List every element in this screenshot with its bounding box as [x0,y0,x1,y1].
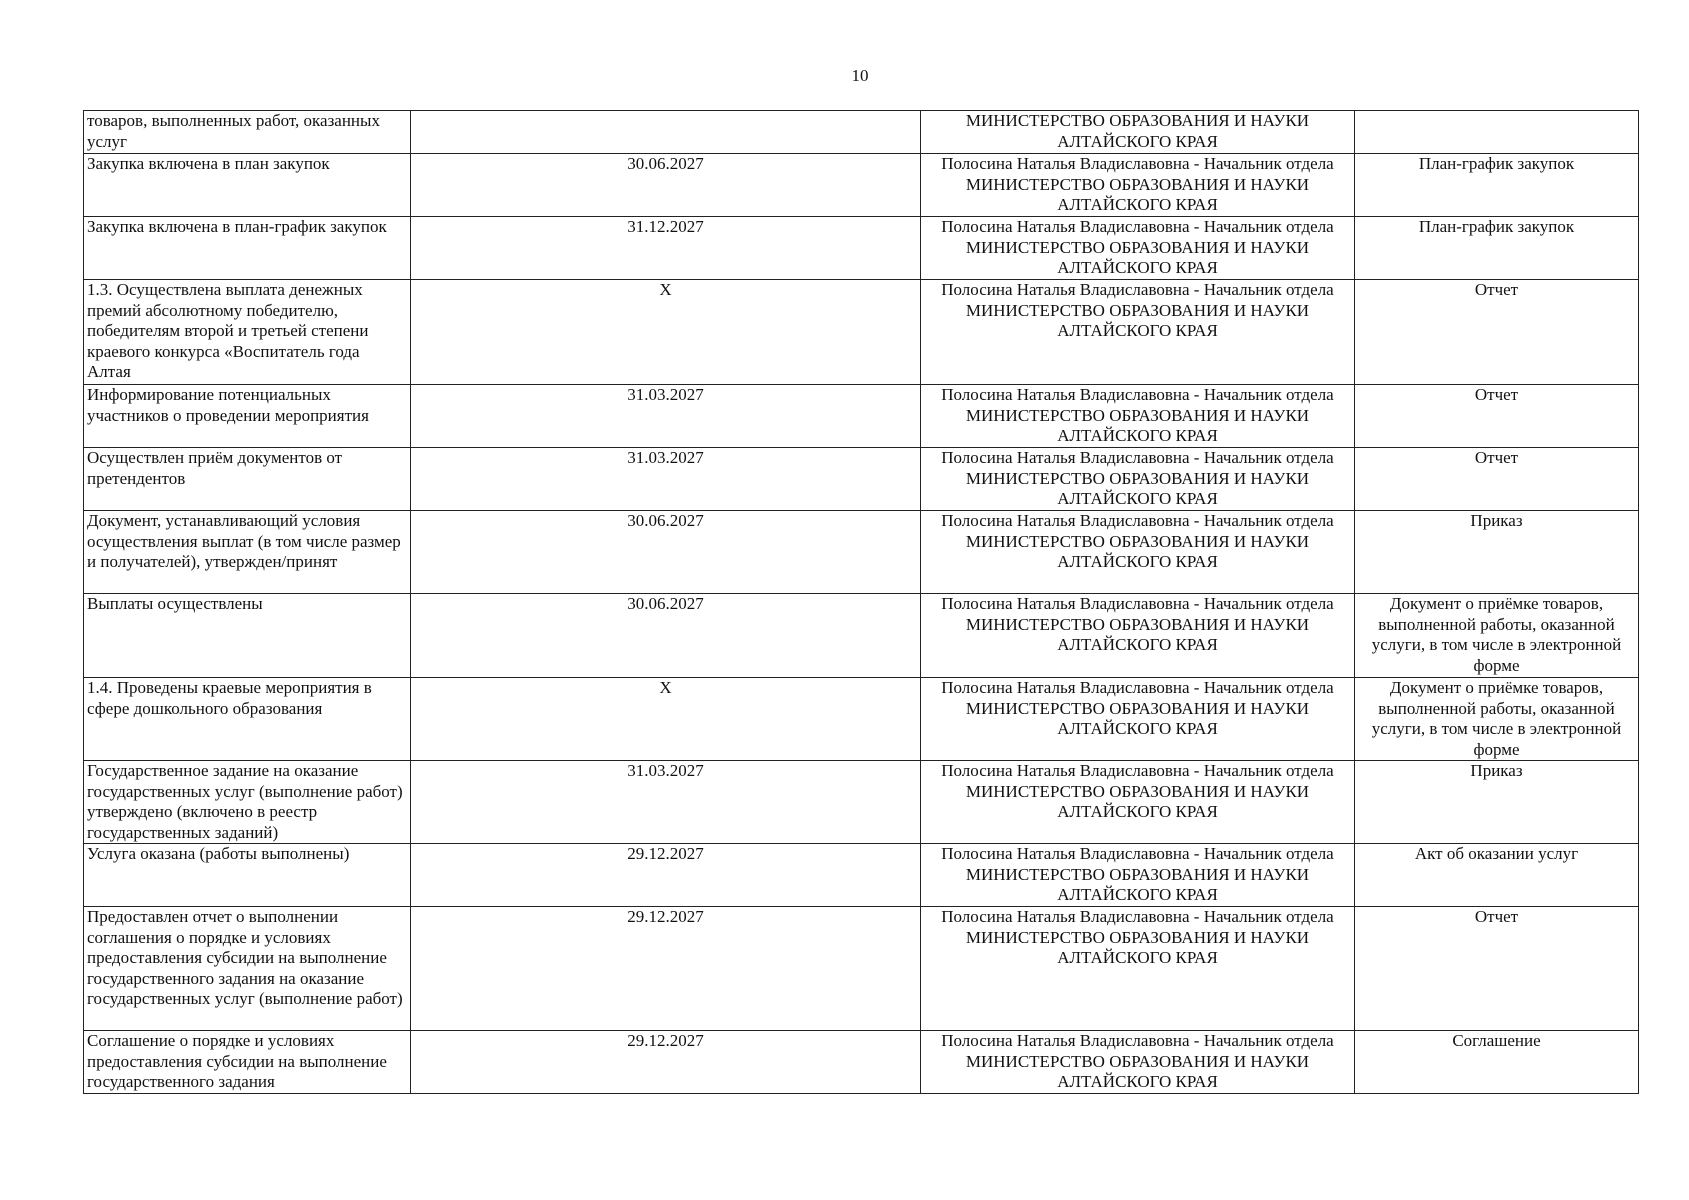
document-type-cell: План-график закупок [1355,154,1639,217]
due-date-cell: 30.06.2027 [411,594,921,678]
event-name-cell: Государственное задание на оказание государственных услуг (выполнение работ) утверждено (включено в реестр государственных заданий) [84,761,411,844]
table-row [84,844,1639,907]
event-name-cell: Выплаты осуществлены [84,594,411,678]
event-name-cell: Закупка включена в план-график закупок [84,217,411,280]
table-body [84,111,1639,1094]
table-row [84,511,1639,594]
due-date-cell: 31.03.2027 [411,385,921,448]
responsible-cell: Полосина Наталья Владиславовна - Начальник отдела МИНИСТЕРСТВО ОБРАЗОВАНИЯ И НАУКИ АЛТАЙСКОГО КРАЯ [921,907,1355,1031]
event-name-cell: 1.4. Проведены краевые мероприятия в сфере дошкольного образования [84,678,411,761]
event-name-cell: Осуществлен приём документов от претендентов [84,448,411,511]
responsible-cell: Полосина Наталья Владиславовна - Начальник отдела МИНИСТЕРСТВО ОБРАЗОВАНИЯ И НАУКИ АЛТАЙСКОГО КРАЯ [921,761,1355,844]
document-type-cell: Отчет [1355,448,1639,511]
responsible-cell: Полосина Наталья Владиславовна - Начальник отдела МИНИСТЕРСТВО ОБРАЗОВАНИЯ И НАУКИ АЛТАЙСКОГО КРАЯ [921,511,1355,594]
table-row [84,280,1639,385]
document-type-cell: Приказ [1355,761,1639,844]
due-date-cell: 30.06.2027 [411,154,921,217]
table-row [84,448,1639,511]
document-type-cell: Акт об оказании услуг [1355,844,1639,907]
event-name-cell: Услуга оказана (работы выполнены) [84,844,411,907]
table-row [84,761,1639,844]
due-date-cell: X [411,280,921,385]
event-name-cell: Предоставлен отчет о выполнении соглашения о порядке и условиях предоставления субсидии на выполнение государственного задания на оказание государственных услуг (выполнение работ) [84,907,411,1031]
document-type-cell: Приказ [1355,511,1639,594]
due-date-cell: 31.12.2027 [411,217,921,280]
responsible-cell: Полосина Наталья Владиславовна - Начальник отдела МИНИСТЕРСТВО ОБРАЗОВАНИЯ И НАУКИ АЛТАЙСКОГО КРАЯ [921,1031,1355,1094]
responsible-cell: Полосина Наталья Владиславовна - Начальник отдела МИНИСТЕРСТВО ОБРАЗОВАНИЯ И НАУКИ АЛТАЙСКОГО КРАЯ [921,385,1355,448]
due-date-cell: 31.03.2027 [411,448,921,511]
event-name-cell: Соглашение о порядке и условиях предоставления субсидии на выполнение государственного задания [84,1031,411,1094]
table-row [84,1031,1639,1094]
responsible-cell: МИНИСТЕРСТВО ОБРАЗОВАНИЯ И НАУКИ АЛТАЙСКОГО КРАЯ [921,111,1355,154]
due-date-cell: 29.12.2027 [411,844,921,907]
responsible-cell: Полосина Наталья Владиславовна - Начальник отдела МИНИСТЕРСТВО ОБРАЗОВАНИЯ И НАУКИ АЛТАЙСКОГО КРАЯ [921,678,1355,761]
table-row [84,111,1639,154]
event-name-cell: товаров, выполненных работ, оказанных услуг [84,111,411,154]
table-row [84,385,1639,448]
page-number: 10 [851,66,869,85]
due-date-cell: 31.03.2027 [411,761,921,844]
control-points-table [83,110,1639,1094]
responsible-cell: Полосина Наталья Владиславовна - Начальник отдела МИНИСТЕРСТВО ОБРАЗОВАНИЯ И НАУКИ АЛТАЙСКОГО КРАЯ [921,594,1355,678]
document-type-cell: Отчет [1355,280,1639,385]
responsible-cell: Полосина Наталья Владиславовна - Начальник отдела МИНИСТЕРСТВО ОБРАЗОВАНИЯ И НАУКИ АЛТАЙСКОГО КРАЯ [921,154,1355,217]
table-row [84,217,1639,280]
due-date-cell: 29.12.2027 [411,907,921,1031]
responsible-cell: Полосина Наталья Владиславовна - Начальник отдела МИНИСТЕРСТВО ОБРАЗОВАНИЯ И НАУКИ АЛТАЙСКОГО КРАЯ [921,448,1355,511]
event-name-cell: 1.3. Осуществлена выплата денежных премий абсолютному победителю, победителям второй и третьей степени краевого конкурса «Воспитатель года Алтая [84,280,411,385]
table-row [84,907,1639,1031]
responsible-cell: Полосина Наталья Владиславовна - Начальник отдела МИНИСТЕРСТВО ОБРАЗОВАНИЯ И НАУКИ АЛТАЙСКОГО КРАЯ [921,217,1355,280]
event-name-cell: Документ, устанавливающий условия осуществления выплат (в том числе размер и получателей), утвержден/принят [84,511,411,594]
due-date-cell: X [411,678,921,761]
document-type-cell: Соглашение [1355,1031,1639,1094]
document-type-cell [1355,111,1639,154]
document-type-cell: Отчет [1355,385,1639,448]
table-row [84,594,1639,678]
document-type-cell: Документ о приёмке товаров, выполненной работы, оказанной услуги, в том числе в электронной форме [1355,678,1639,761]
document-type-cell: Документ о приёмке товаров, выполненной работы, оказанной услуги, в том числе в электронной форме [1355,594,1639,678]
document-type-cell: Отчет [1355,907,1639,1031]
table-row [84,154,1639,217]
event-name-cell: Закупка включена в план закупок [84,154,411,217]
responsible-cell: Полосина Наталья Владиславовна - Начальник отдела МИНИСТЕРСТВО ОБРАЗОВАНИЯ И НАУКИ АЛТАЙСКОГО КРАЯ [921,280,1355,385]
document-type-cell: План-график закупок [1355,217,1639,280]
due-date-cell: 30.06.2027 [411,511,921,594]
due-date-cell: 29.12.2027 [411,1031,921,1094]
table-row [84,678,1639,761]
responsible-cell: Полосина Наталья Владиславовна - Начальник отдела МИНИСТЕРСТВО ОБРАЗОВАНИЯ И НАУКИ АЛТАЙСКОГО КРАЯ [921,844,1355,907]
event-name-cell: Информирование потенциальных участников о проведении мероприятия [84,385,411,448]
due-date-cell [411,111,921,154]
